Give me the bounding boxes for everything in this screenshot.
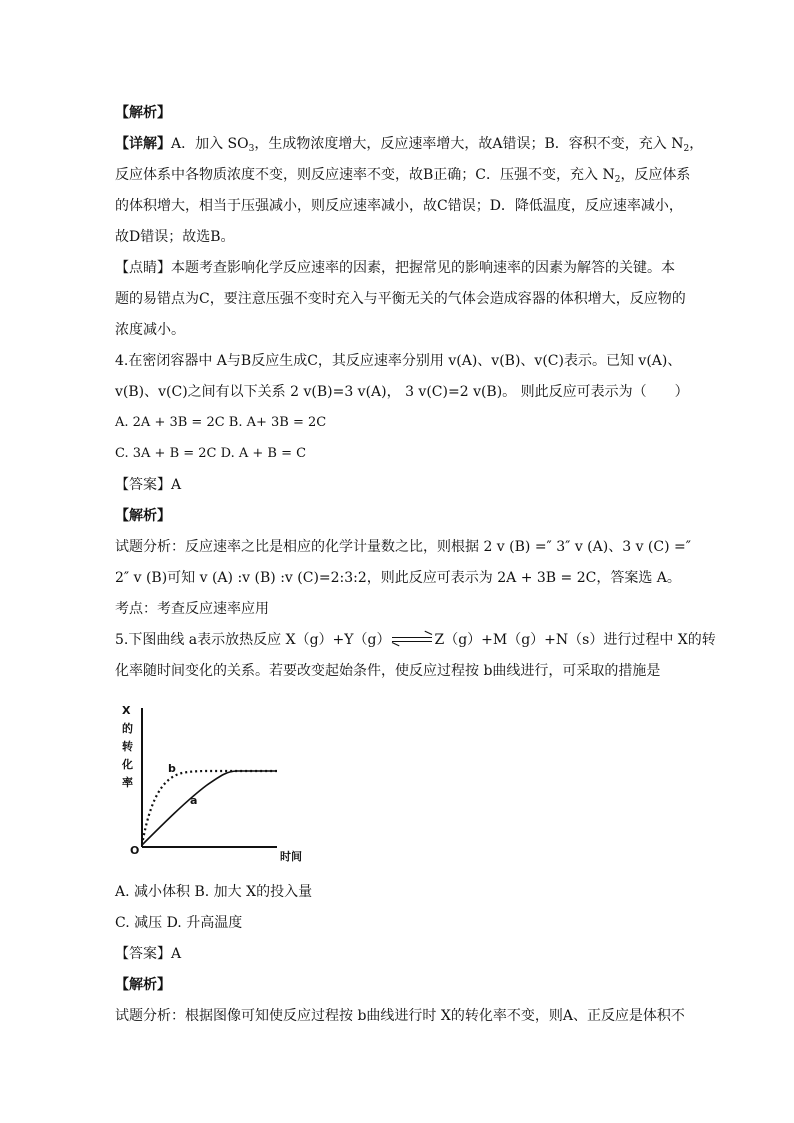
q5-analysis-line-1: 试题分析：根据图像可知使反应过程按 b曲线进行时 X的转化率不变，则A、正反应是体积不 <box>115 1008 685 1024</box>
ylabel-char: 率 <box>122 776 133 789</box>
curve-b-label: b <box>168 762 176 775</box>
q4-options-cd: C. 3A + B = 2C D. A + B = C <box>115 446 307 461</box>
ylabel-char: 转 <box>122 740 133 753</box>
subscript: 2 <box>683 144 690 154</box>
detail-text: 反应体系中各物质浓度不变，则反应速率不变，故B正确；C．压强不变，充入 N <box>115 167 615 183</box>
reversible-arrow-icon <box>392 635 432 645</box>
q5-stem-line-2: 化率随时间变化的关系。若要改变起始条件，使反应过程按 b曲线进行，可采取的措施是 <box>115 663 661 679</box>
q4-analysis-line-2: 2″ v (B)可知 v (A) :v (B) :v (C)=2:3:2，则此反应可表示为 2A + 3B = 2C，答案选 A。 <box>115 570 681 586</box>
curve-a <box>142 771 277 845</box>
q3-explain-header: 【解析】 <box>115 105 171 121</box>
q5-stem-line-1 <box>115 630 716 650</box>
q3-detail-line-1 <box>115 134 703 159</box>
xlabel: 时间 <box>280 850 302 863</box>
q5-options-ab: A. 减小体积 B. 加大 X的投入量 <box>115 884 313 900</box>
q5-options-cd: C. 减压 D. 升高温度 <box>115 915 243 931</box>
q4-analysis-line-1: 试题分析：反应速率之比是相应的化学计量数之比，则根据 2 v (B) =″ 3″ v (A)、3 v (C) =″ <box>115 539 691 555</box>
detail-text: A．加入 SO <box>171 136 249 152</box>
q4-explain-header: 【解析】 <box>115 508 171 524</box>
q3-detail-line-4: 故D错误；故选B。 <box>115 229 235 245</box>
q4-stem-line-1: 4.在密闭容器中 A与B反应生成C，其反应速率分别用 v(A)、v(B)、v(C)表示。已知 v(A)、 <box>115 353 682 369</box>
curve-b <box>142 771 277 845</box>
q3-detail-line-3: 的体积增大，相当于压强减小，则反应速率减小，故C错误；D．降低温度，反应速率减小， <box>115 198 683 214</box>
detail-tag: 【详解】 <box>115 136 171 152</box>
stem-text: 5.下图曲线 a表示放热反应 X（g）+Y（g） <box>115 632 391 648</box>
q5-explain-header: 【解析】 <box>115 977 171 993</box>
ylabel-char: 化 <box>122 758 133 771</box>
detail-text: ，反应体系 <box>620 167 691 183</box>
q4-point: 考点：考查反应速率应用 <box>115 601 269 617</box>
q4-options-ab: A. 2A + 3B = 2C B. A+ 3B = 2C <box>115 415 327 430</box>
q4-answer: 【答案】A <box>115 477 182 493</box>
q3-tip-line-2: 题的易错点为C，要注意压强不变时充入与平衡无关的气体会造成容器的体积增大，反应物的 <box>115 291 686 307</box>
q3-tip-line-1: 【点睛】本题考查影响化学反应速率的因素，把握常见的影响速率的因素为解答的关键。本 <box>115 260 675 276</box>
ylabel-char: 的 <box>122 722 133 735</box>
origin-label: O <box>130 844 140 857</box>
subscript: 3 <box>248 144 255 154</box>
q5-answer: 【答案】A <box>115 946 182 962</box>
q3-tip-line-3: 浓度减小。 <box>115 322 185 338</box>
subscript: 2 <box>614 175 621 185</box>
ylabel-char: X <box>122 704 131 717</box>
conversion-time-graph <box>112 700 312 865</box>
stem-text: Z（g）+M（g）+N（s）进行过程中 X的转 <box>434 632 716 648</box>
detail-text: ， <box>689 136 704 152</box>
q3-detail-line-2 <box>115 165 690 190</box>
detail-text: ，生成物浓度增大，反应速率增大，故A错误；B．容积不变，充入 N <box>254 136 684 152</box>
curve-a-label: a <box>190 794 198 807</box>
q4-stem-line-2: v(B)、v(C)之间有以下关系 2 v(B)=3 v(A)， 3 v(C)=2 v(B)。 则此反应可表示为（ ） <box>115 384 689 400</box>
